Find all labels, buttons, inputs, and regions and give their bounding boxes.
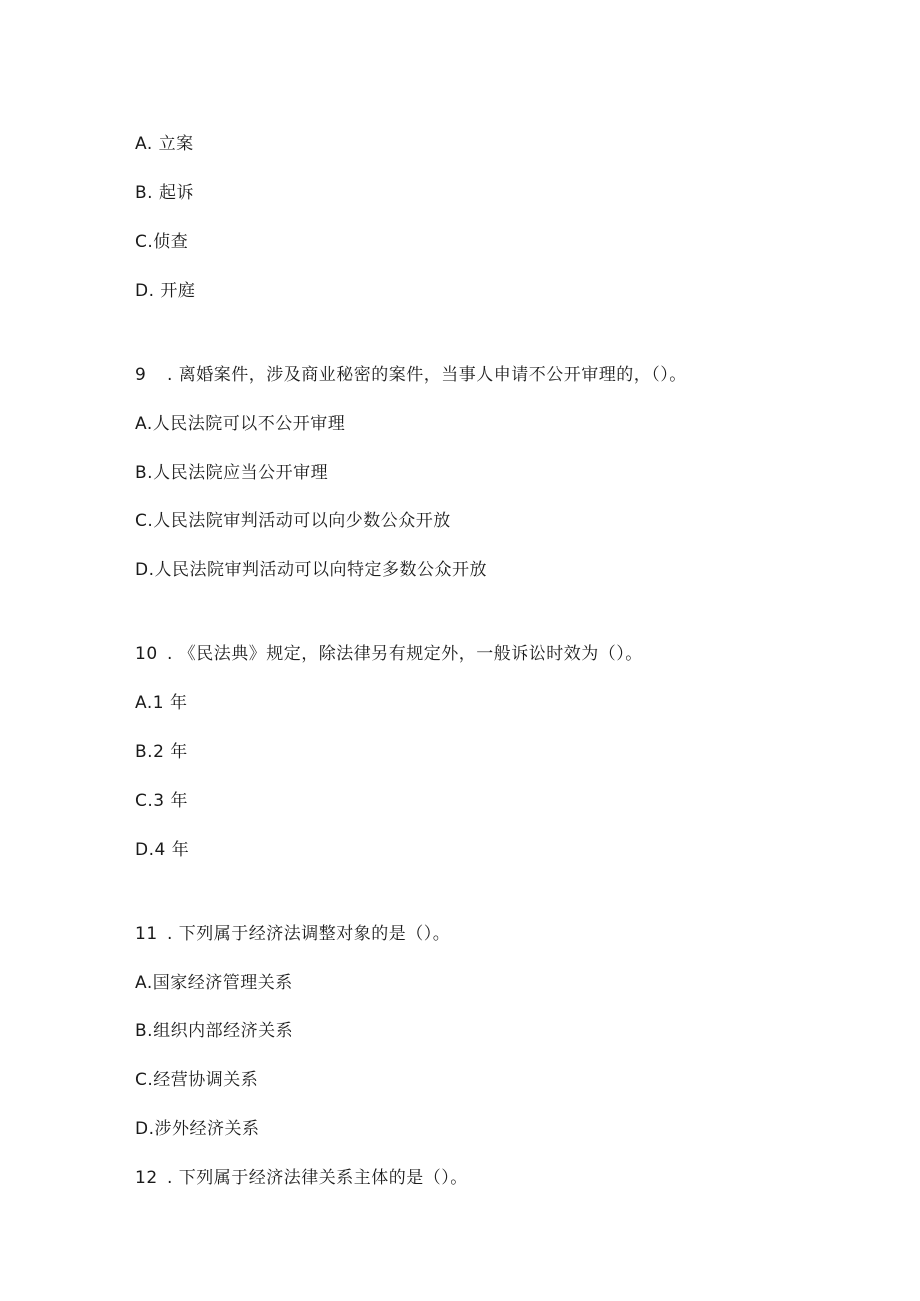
q11-option-c: C.经营协调关系	[135, 1070, 259, 1090]
q9-stem-text: . 离婚案件，涉及商业秘密的案件，当事人申请不公开审理的，（）。	[167, 365, 687, 385]
q10-number: 10	[135, 644, 158, 664]
q11-stem	[135, 923, 450, 945]
q9-option-b: B.人民法院应当公开审理	[135, 463, 329, 483]
q11-stem-text: . 下列属于经济法调整对象的是（）。	[167, 924, 451, 944]
q10-option-a: A.1 年	[135, 693, 188, 713]
q11-option-b: B.组织内部经济关系	[135, 1021, 294, 1041]
q12-stem-text: . 下列属于经济法律关系主体的是（）。	[167, 1168, 468, 1188]
q8-option-b: B. 起诉	[135, 183, 194, 203]
q9-stem	[135, 364, 687, 386]
q10-option-b: B.2 年	[135, 742, 188, 762]
q11-number: 11	[135, 924, 158, 944]
q8-option-a: A. 立案	[135, 134, 194, 154]
q11-option-a: A.国家经济管理关系	[135, 973, 293, 993]
q10-stem	[135, 643, 643, 665]
q12-stem	[135, 1167, 468, 1189]
q9-number: 9	[135, 365, 147, 385]
q12-number: 12	[135, 1168, 158, 1188]
q10-option-c: C.3 年	[135, 791, 188, 811]
q11-option-d: D.涉外经济关系	[135, 1119, 260, 1139]
q8-option-d: D. 开庭	[135, 281, 196, 301]
q9-option-d: D.人民法院审判活动可以向特定多数公众开放	[135, 560, 487, 580]
q9-option-a: A.人民法院可以不公开审理	[135, 414, 346, 434]
q10-stem-text: . 《民法典》规定，除法律另有规定外，一般诉讼时效为（）。	[167, 644, 643, 664]
q10-option-d: D.4 年	[135, 840, 190, 860]
q9-option-c: C.人民法院审判活动可以向少数公众开放	[135, 511, 451, 531]
q8-option-c: C.侦查	[135, 232, 189, 252]
